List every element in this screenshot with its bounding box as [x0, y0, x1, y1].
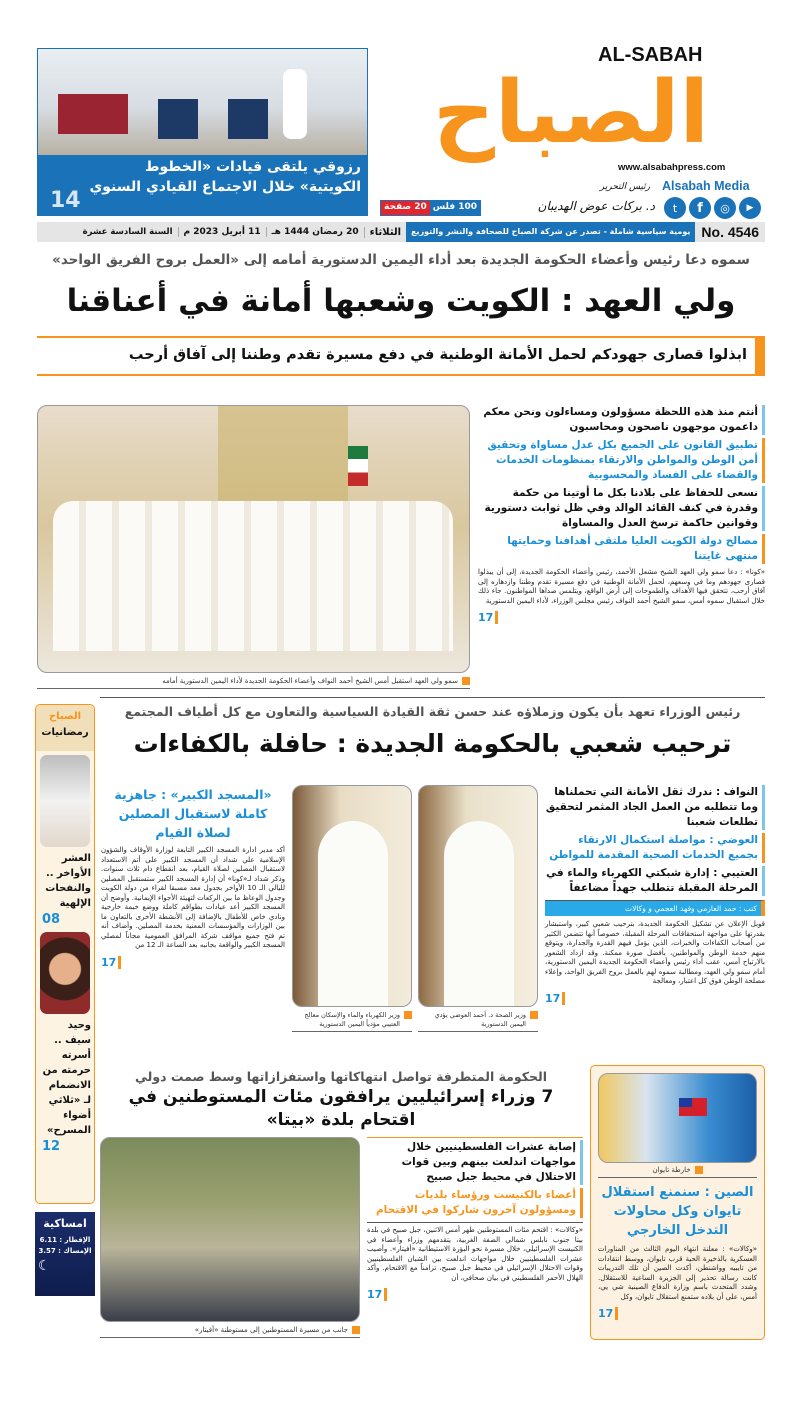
instagram-icon[interactable]: ◎	[714, 197, 736, 219]
lead-headline[interactable]: ولي العهد : الكويت وشعبها أمانة في أعناقنا	[66, 283, 736, 319]
ramadan-sidebar	[35, 704, 95, 1204]
mosque-headline[interactable]: «المسجد الكبير» : جاهزية كاملة لاستقبال المصلين لصلاة القيام	[114, 787, 272, 840]
ramadan-logo: الصباح رمضانيات	[36, 705, 94, 751]
promo-page: 14	[50, 188, 81, 213]
deck: العوضي : مواصلة استكمال الارتقاء بجميع الخدمات الصحية المقدمة للمواطن	[545, 833, 765, 863]
second-kicker: رئيس الوزراء تعهد بأن يكون وزملاؤه عند حسن ثقة القيادة السياسية والتعاون مع كل أطياف المجتمع	[124, 704, 741, 719]
gregorian-date: 11 أبريل 2023 م	[178, 227, 266, 237]
info-bar	[37, 222, 765, 242]
media-label: Alsabah Media	[662, 179, 750, 193]
deck: أعضاء بالكنيست ورؤساء بلديات ومسؤولون آخرون شاركوا في الاقتحام	[367, 1188, 583, 1218]
deck: أنتم منذ هذه اللحظة مسؤولون ومساءلون ونحن معكم داعمون موجهون ناصحون ومحاسبون	[478, 405, 765, 435]
facebook-icon[interactable]: f	[689, 197, 711, 219]
price: 100 فلس	[430, 201, 480, 215]
second-decks	[545, 785, 765, 1006]
ramadan-item-title[interactable]: العشر الأواخر .. والنفحات الإلهية	[45, 853, 91, 909]
lead-photo	[37, 405, 470, 673]
deck: مصالح دولة الكويت العليا ملتقى أهدافنا وحمايتها منتهى غايتنا	[478, 534, 765, 564]
social-icons	[664, 197, 761, 219]
third-body: «وكالات» : اقتحم مئات المستوطنين ظهر أمس الاثنين، جبل صبيح في بلدة بيتا جنوب نابلس شمالي الضفة الغربية، يتقدمهم وزراء وأعضاء في الكنيست الإسرائيلي، خلال مسيرة نحو البؤرة الاستيطانية «أفيتار». وأصيب عشرات الفلسطينيين خلال مواجهات اندلعت بين الشبان الفلسطينيين وقوات الاحتلال الإسرائيلي في محيط جبل صبيح، تزامناً مع الاقتحام. وأكد الهلال الأحمر الفلسطيني في بيان صحافي، أن	[367, 1222, 583, 1283]
price-badge	[380, 200, 481, 216]
page-ref[interactable]: 17	[478, 611, 498, 624]
third-decks	[367, 1137, 583, 1302]
page-ref[interactable]: 17	[101, 956, 121, 969]
youtube-icon[interactable]: ▶	[739, 197, 761, 219]
website-link[interactable]: www.alsabahpress.com	[618, 162, 726, 173]
caption-marker-icon	[462, 677, 470, 685]
page-ref[interactable]: 17	[545, 992, 565, 1005]
day: الثلاثاء	[364, 227, 406, 238]
hijri-date: 20 رمضان 1444 هـ	[266, 227, 364, 237]
deck: العتيبي : إدارة شبكتي الكهرباء والماء في المرحلة المقبلة تتطلب جهداً مضاعفاً	[545, 866, 765, 896]
promo-box[interactable]	[37, 48, 368, 216]
health-minister-caption: وزير الصحة د. أحمد العوضي يؤدي اليمين الدستورية	[418, 1011, 538, 1032]
byline: كتب : حمد العازمي وفهد العجمي و وكالات	[545, 900, 765, 916]
editor-name: د. بركات عوض الهديبان	[537, 199, 655, 213]
third-headline[interactable]: 7 وزراء إسرائيليين يرافقون مئات المستوطنين في اقتحام بلدة «بيتا»	[128, 1087, 554, 1130]
taiwan-map	[598, 1073, 757, 1163]
lead-header	[37, 250, 765, 376]
deck: تطبيق القانون على الجميع بكل عدل مساواة وتحقيق أمن الوطن والمواطن والارتقاء بمنظومات الخدمات والقضاء على الفساد والمحسوبية	[478, 438, 765, 483]
lead-photo-caption: سمو ولي العهد استقبل أمس الشيخ أحمد النواف وأعضاء الحكومة الجديدة لأداء اليمين الدستورية أمامه	[37, 677, 470, 689]
settlers-photo	[100, 1137, 360, 1322]
second-header	[100, 703, 765, 767]
ramadan-photo-2	[40, 932, 90, 1014]
third-header	[100, 1068, 582, 1132]
map-caption: خارطة تايوان	[598, 1166, 757, 1178]
imsakiya-box: امساكية الإفطار : 6.11 الإمساك : 3.57 ☾	[35, 1212, 95, 1296]
ramadan-item-title[interactable]: وحيد سيف .. أسرته حرمته من الانضمام لـ «ثلاثي أضواء المسرح»	[42, 1020, 91, 1136]
deck: النواف : ندرك ثقل الأمانة التي تحملناها وما تتطلبه من العمل الجاد المثمر لتحقيق تطلعات شعبنا	[545, 785, 765, 830]
ramadan-item-page[interactable]: 12	[42, 1139, 61, 1154]
lead-kicker: سموه دعا رئيس وأعضاء الحكومة الجديدة بعد أداء اليمين الدستورية أمامه إلى «العمل بروح الفريق الواحد»	[52, 252, 750, 268]
logo-ar: الصباح	[433, 63, 709, 163]
deck: إصابة عشرات الفلسطينيين خلال مواجهات اندلعت بينهم وبين قوات الاحتلال في محيط جبل صبيح	[367, 1140, 583, 1185]
ramadan-photo-1	[40, 755, 90, 847]
second-body: قوبل الإعلان عن تشكيل الحكومة الجديدة، بترحيب شعبي كبير، واستبشار بقدرتها على مواجهة استحقاقات المرحلة المقبلة، خصوصاً أنها تتضمن الكثير من أصحاب الكفاءات والخبرات، الذين يؤمل فيهم القدرة والجدارة، ويتوقع منهم خدمة الوطن والمواطنين، بأفضل صورة ممكنة. وقد ازداد الشعور بالارتياح أمس، عقب أداء رئيس وأعضاء الحكومة الجديدة اليمين الدستورية، أمام سمو ولي العهد، ومطالبة سموه لهم بالعمل بروح الفريق الواحد، وإعلاء مصلحة الوطن فوق كل اعتبار، ومعالجة	[545, 920, 765, 985]
promo-headline: رزوقي يلتقى قيادات «الخطوط الكويتية» خلال الاجتماع القيادي السنوي	[89, 159, 361, 195]
taiwan-box	[590, 1065, 765, 1340]
taiwan-flag-icon	[679, 1098, 707, 1116]
lead-decks	[478, 405, 765, 625]
taiwan-body: «وكالات» : معلنة انتهاء اليوم الثالث من المناورات العسكرية بالذخيرة الحية قرب تايوان، ووسط انتقادات من تايبيه وواشنطن، أكدت الصين أن تلك التدريبات كانت رسالة تحذير إلى الجزيرة الساعية للاستقلال. وشدد المتحدث باسم وزارة الدفاع الصينية شي يي، أمس، على أن بلاده ستمنع استقلال تايوان، وكل	[598, 1245, 757, 1301]
moon-icon: ☾	[38, 1258, 51, 1274]
year: السنة السادسة عشرة	[82, 227, 173, 237]
logo-en: AL-SABAH	[598, 44, 703, 66]
page-ref[interactable]: 17	[367, 1288, 387, 1301]
editor-label: رئيس التحرير	[599, 182, 650, 192]
settlers-photo-caption: جانب من مسيرة المستوطنين إلى مستوطنة «أفيتار»	[100, 1326, 360, 1338]
twitter-icon[interactable]: t	[664, 197, 686, 219]
page-count: 20 صفحة	[381, 201, 430, 215]
second-headline[interactable]: ترحيب شعبي بالحكومة الجديدة : حافلة بالكفاءات	[133, 729, 732, 758]
health-minister-photo	[418, 785, 538, 1007]
electricity-minister-photo	[292, 785, 412, 1007]
lead-body: «كونا» : دعا سمو ولي العهد الشيخ مشعل الأحمد، رئيس وأعضاء الحكومة الجديدة، إلى أن يبذلوا قصارى جهودهم وما في وسعهم، لحمل الأمانة الوطنية في دفع مسيرة تقدم وطننا وازدهاره إلى آفاق أرحب، تتحقق فيها الأهداف والطموحات إلى أرض الواقع، ويتلمس صداها المواطنون. جاء ذلك خلال استقبال سموه أمس، سمو الشيخ أحمد النواف رئيس مجلس الوزراء، لأداء اليمين الدستورية	[478, 568, 765, 605]
tagline: يومية سياسية شاملة - تصدر عن شركة الصباح للصحافة والنشر والتوزيع	[406, 222, 695, 242]
third-kicker: الحكومة المتطرفة تواصل انتهاكاتها واستفزازاتها وسط صمت دولي	[134, 1069, 548, 1084]
lead-subheadline: ابذلوا قصارى جهودكم لحمل الأمانة الوطنية في دفع مسيرة تقدم وطننا إلى آفاق أرحب	[37, 336, 765, 376]
taiwan-headline[interactable]: الصين : سنمنع استقلال تايوان وكل محاولات التدخل الخارجي	[601, 1185, 754, 1238]
deck: نسعى للحفاظ على بلادنا بكل ما أوتينا من حكمة وقدرة في كنف القائد الوالد وفي ظل ثوابت دستورية وقوانين حاكمة ترسخ العدل والمساواة	[478, 486, 765, 531]
page-ref[interactable]: 17	[598, 1307, 618, 1320]
electricity-minister-caption: وزير الكهرباء والماء والإسكان معالج العتيبي مؤدياً اليمين الدستورية	[292, 1011, 412, 1032]
ramadan-item-page[interactable]: 08	[42, 912, 61, 927]
promo-photo	[38, 49, 367, 155]
issue-number: No. 4546	[701, 224, 759, 240]
divider	[100, 697, 765, 698]
mosque-story	[101, 785, 285, 970]
mosque-body: أكد مدير ادارة المسجد الكبير التابعة لوزارة الأوقاف والشؤون الإسلامية علي شداد أن المسجد الكبير على أتم الاستعداد لاستقبال المصلين لصلاة القيام، بعد انقطاع دام ثلاث سنوات. وذكر شداد لـ«كونا» أن إدارة المسجد الكبير ستستقبل المصلين لليالي الـ 10 الأواخر بجدول معد مسبقا لقراء من دولة الكويت وجدول الوعاظ ما بين الركعات لتهيئة الأجواء الإيمانية. وأوضح أن المسجد الكبير أعد عيادات بطواقم كاملة ووضع خيمة خارجية ونادي خاص للأطفال بالإضافة إلى الأنشطة الأخرى بالتعاون ما بين الوزارات والمؤسسات المعنية بخدمة المصلين. وأضاف أنه تم فتح جميع مواقف شركة المرافق العمومية مجاناً لمصلي المسجد الكبير والواقعة بجانبه بعد الساعة الـ 12 من	[101, 846, 285, 949]
